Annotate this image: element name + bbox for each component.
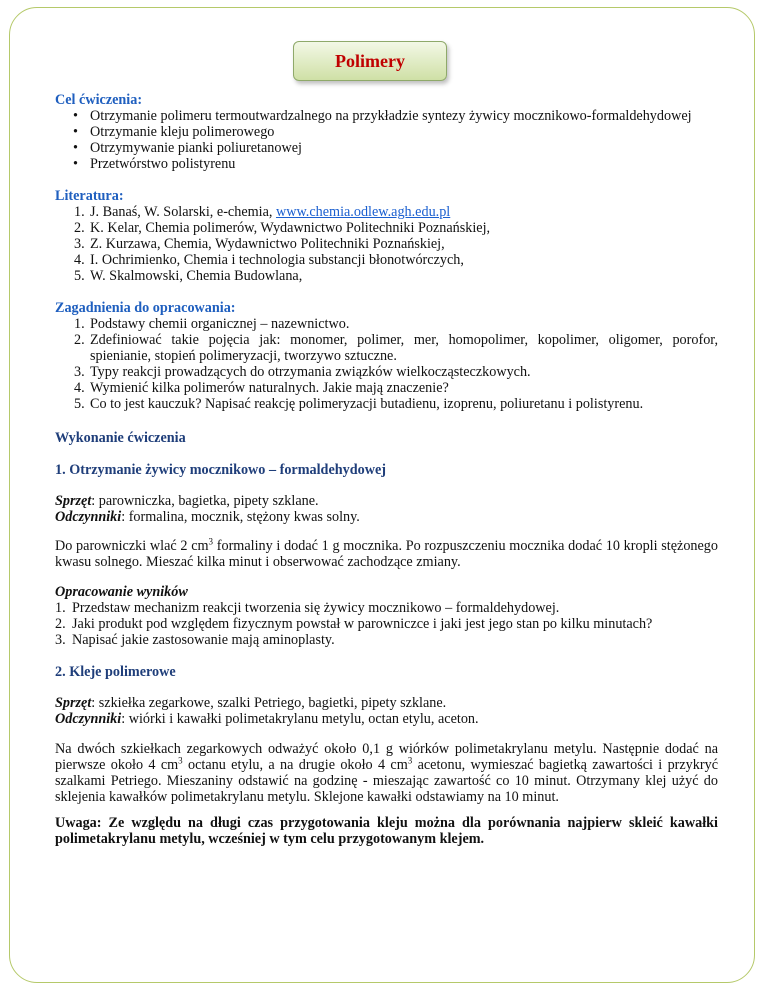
section-heading-zagadnienia: Zagadnienia do opracowania:: [55, 300, 236, 316]
exercise-1-reagents: Odczynniki: formalina, mocznik, stężony kwas solny.: [55, 509, 360, 525]
list-item: 2. Zdefiniować takie pojęcia jak: monomer, polimer, mer, homopolimer, kopolimer, oligomer, porofor, spienianie, stopień polimeryzacji, tworzywo sztuczne.: [74, 332, 718, 364]
literatura-list: [55, 204, 718, 284]
list-item: 5. Co to jest kauczuk? Napisać reakcję polimeryzacji butadienu, izoprenu, poliuretanu i polistyrenu.: [74, 396, 644, 412]
exercise-2-procedure: Na dwóch szkiełkach zegarkowych odważyć około 0,1 g wiórków polimetakrylanu metylu. Następnie dodać na pierwsze około 4 $cm^3$ octanu etylu, a na drugie około 4 $cm^3$ acetonu, wymieszać bagietką zawartości i przykryć szalkami Petriego. Mieszaniny odstawić na godzinę - mieszając zawartość co 10 minut. Otrzymany klej użyć do sklejenia kawałków polimetakrylanu metylu. Sklejone kawałki odstawiamy na 10 minut.: [55, 741, 718, 805]
section-cel: [55, 92, 718, 172]
list-item: 1. Przedstaw mechanizm reakcji tworzenia się żywicy mocznikowo – formaldehydowej.: [55, 600, 560, 616]
section-heading-wykonanie: Wykonanie ćwiczenia: [55, 430, 186, 446]
list-item: 5. W. Skalmowski, Chemia Budowlana,: [74, 268, 303, 284]
list-item: • Otrzymanie kleju polimerowego: [55, 124, 718, 140]
exercise-1-equipment: Sprzęt: parowniczka, bagietka, pipety szklane.: [55, 493, 319, 509]
list-item: 4. I. Ochrimienko, Chemia i technologia substancji błonotwórczych,: [74, 252, 464, 268]
list-item: 4. Wymienić kilka polimerów naturalnych. Jakie mają znaczenie?: [74, 380, 449, 396]
section-zagadnienia: [55, 300, 718, 412]
exercise-1-heading: 1. Otrzymanie żywicy mocznikowo – formaldehydowej: [55, 462, 386, 478]
list-item: 2. K. Kelar, Chemia polimerów, Wydawnictwo Politechniki Poznańskiej,: [74, 220, 491, 236]
exercise-2-heading: 2. Kleje polimerowe: [55, 664, 176, 680]
document-body: [55, 92, 718, 847]
reference-link[interactable]: www.chemia.odlew.agh.edu.pl: [275, 204, 451, 220]
exercise-2-reagents: Odczynniki: wiórki i kawałki polimetakrylanu metylu, octan etylu, aceton.: [55, 711, 479, 727]
list-item: 3. Napisać jakie zastosowanie mają aminoplasty.: [55, 632, 335, 648]
list-item: 1. J. Banaś, W. Solarski, e-chemia, www.chemia.odlew.agh.edu.pl: [74, 204, 451, 220]
list-item: 3. Typy reakcji prowadzących do otrzymania związków wielkocząsteczkowych.: [74, 364, 531, 380]
list-item: • Przetwórstwo polistyrenu: [55, 156, 718, 172]
list-item: • Otrzymanie polimeru termoutwardzalnego na przykładzie syntezy żywicy mocznikowo-formaldehydowej: [55, 108, 718, 124]
exercise-1-procedure: Do parowniczki wlać 2 $cm^3$ formaliny i dodać 1 g mocznika. Po rozpuszczeniu mocznika dodać 10 kropli stężonego kwasu solnego. Mieszać kilka minut i obserwować zachodzące zmiany.: [55, 536, 718, 570]
section-heading-literatura: Literatura:: [55, 188, 124, 204]
list-item: • Otrzymywanie pianki poliuretanowej: [55, 140, 718, 156]
note-uwaga: Uwaga: Ze względu na długi czas przygotowania kleju można dla porównania najpierw skleić kawałki polimetakrylanu metylu, wcześniej w tym celu przygotowanym klejem.: [55, 815, 718, 847]
list-item: 1. Podstawy chemii organicznej – nazewnictwo.: [74, 316, 350, 332]
section-literatura: [55, 188, 718, 284]
list-item: 2. Jaki produkt pod względem fizycznym powstał w parowniczce i jaki jest jego stan po kilku minutach?: [55, 616, 653, 632]
list-item: 3. Z. Kurzawa, Chemia, Wydawnictwo Politechniki Poznańskiej,: [74, 236, 445, 252]
cel-list: [55, 108, 718, 172]
results-heading: Opracowanie wyników: [55, 584, 188, 600]
exercise-2-equipment: Sprzęt: szkiełka zegarkowe, szalki Petriego, bagietki, pipety szklane.: [55, 695, 447, 711]
zagadnienia-list: [55, 316, 718, 412]
results-list: [55, 600, 718, 648]
page-title: Polimery: [293, 41, 447, 81]
section-heading-cel: Cel ćwiczenia:: [55, 92, 143, 108]
